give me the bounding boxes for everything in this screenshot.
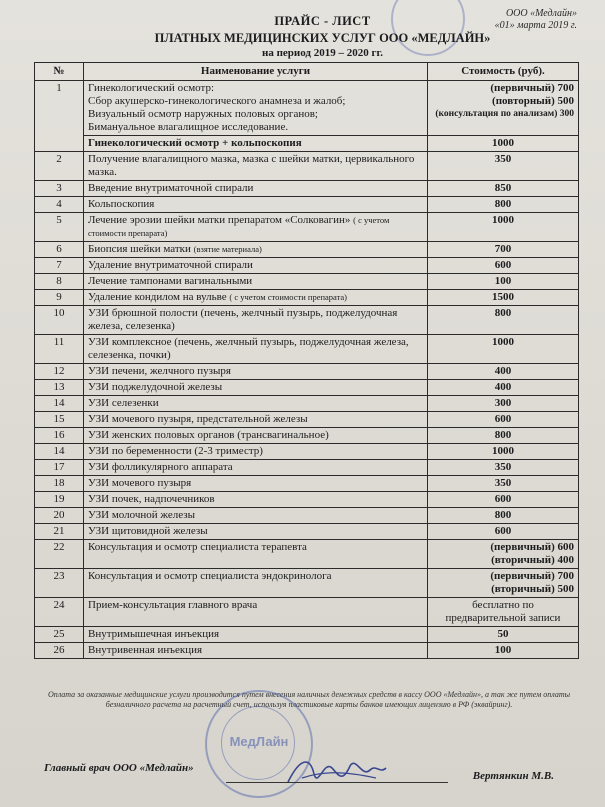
price-line: предварительной записи — [445, 612, 561, 624]
table-row — [35, 290, 579, 306]
row-name — [84, 306, 428, 335]
row-price: 1500 — [428, 290, 579, 306]
row-name-text: УЗИ поджелудочной железы — [88, 381, 223, 393]
table-header-row — [35, 63, 579, 81]
row-num: 4 — [35, 197, 84, 213]
table-row — [35, 335, 579, 364]
row-price: 700 — [428, 242, 579, 258]
row-name-text: УЗИ комплексное (печень, желчный пузырь, поджелудочная железа, селезенка, почки) — [88, 336, 409, 361]
row-num: 7 — [35, 258, 84, 274]
row-price: 800 — [428, 428, 579, 444]
header-service-name: Наименование услуги — [84, 63, 428, 81]
table-row — [35, 380, 579, 396]
row-name: Внутримышечная инъекция — [84, 627, 428, 643]
row-price — [428, 598, 579, 627]
table-row — [35, 598, 579, 627]
table-row — [35, 181, 579, 197]
row-name: Внутривенная инъекция — [84, 643, 428, 659]
row-name-note: (взятие материала) — [193, 244, 262, 254]
table-row — [35, 428, 579, 444]
row-name — [84, 81, 428, 136]
row-name — [84, 335, 428, 364]
row-name-line: Бимануальное влагалищное исследование. — [88, 121, 289, 133]
row-num: 14 — [35, 444, 84, 460]
row-name — [84, 258, 428, 274]
table-row — [35, 152, 579, 181]
row-price: 100 — [428, 274, 579, 290]
signature-name: Вертянкин М.В. — [472, 770, 554, 782]
row-name — [84, 524, 428, 540]
row-price: 600 — [428, 524, 579, 540]
table-row — [35, 306, 579, 335]
row-price: 600 — [428, 492, 579, 508]
header-num: № — [35, 63, 84, 81]
row-num: 13 — [35, 380, 84, 396]
row-name — [84, 460, 428, 476]
row-name — [84, 412, 428, 428]
row-name-text: Введение внутриматочной спирали — [88, 182, 254, 194]
table-row — [35, 396, 579, 412]
table-row — [35, 412, 579, 428]
row-num: 2 — [35, 152, 84, 181]
row-name — [84, 274, 428, 290]
row-name — [84, 242, 428, 258]
row-num: 6 — [35, 242, 84, 258]
row-name: Консультация и осмотр специалиста терапевта — [84, 540, 428, 569]
row-price: 600 — [428, 412, 579, 428]
row-name-text: Удаление внутриматочной спирали — [88, 259, 253, 271]
row-name-line: Визуальный осмотр наружных половых органов; — [88, 108, 318, 120]
row-name — [84, 396, 428, 412]
row-num: 20 — [35, 508, 84, 524]
row-num: 11 — [35, 335, 84, 364]
row-price: 350 — [428, 476, 579, 492]
table-row — [35, 643, 579, 659]
document-title: ПРАЙС - ЛИСТ — [274, 14, 371, 28]
table-row — [35, 508, 579, 524]
row-name-text: УЗИ мочевого пузыря — [88, 477, 192, 489]
row-name-text: Получение влагалищного мазка, мазка с шейки матки, цервикального мазка. — [88, 153, 415, 178]
price-line: (консультация по анализам) 300 — [435, 109, 574, 119]
row-name-line: Гинекологический осмотр: — [88, 82, 215, 94]
row-num: 16 — [35, 428, 84, 444]
row-name-text: УЗИ молочной железы — [88, 509, 196, 521]
table-row — [35, 242, 579, 258]
row-name-text: Кольпоскопия — [88, 198, 155, 210]
row-name — [84, 428, 428, 444]
row-name-text: УЗИ селезенки — [88, 397, 159, 409]
row-price: 350 — [428, 152, 579, 181]
row-price: 50 — [428, 627, 579, 643]
row-price — [428, 81, 579, 136]
row-price — [428, 540, 579, 569]
price-line: (вторичный) 400 — [491, 554, 574, 566]
row-name — [84, 492, 428, 508]
row-name — [84, 213, 428, 242]
row-num: 26 — [35, 643, 84, 659]
price-line: (первичный) 600 — [490, 541, 574, 553]
row-name — [84, 444, 428, 460]
row-name — [84, 476, 428, 492]
row-num: 1 — [35, 81, 84, 152]
row-name-text: УЗИ женских половых органов (трансвагинальное) — [88, 429, 329, 441]
signature-scribble-icon — [280, 748, 390, 798]
row-num: 10 — [35, 306, 84, 335]
row-price: 350 — [428, 460, 579, 476]
row-name-text: Лечение эрозии шейки матки препаратом «Солковагин» — [88, 214, 351, 226]
row-num: 12 — [35, 364, 84, 380]
document-period: на период 2019 – 2020 гг. — [261, 47, 383, 59]
table-row — [35, 213, 579, 242]
row-name: Консультация и осмотр специалиста эндокринолога — [84, 569, 428, 598]
row-name-text: УЗИ по беременности (2-3 триместр) — [88, 445, 263, 457]
table-row — [35, 258, 579, 274]
document-header — [0, 14, 605, 59]
row-name — [84, 152, 428, 181]
row-price: 1000 — [428, 213, 579, 242]
row-price: 800 — [428, 306, 579, 335]
row-price: 1000 — [428, 335, 579, 364]
price-line: (повторный) 500 — [492, 95, 574, 107]
row-name-text: УЗИ почек, надпочечников — [88, 493, 215, 505]
row-name-text: УЗИ печени, желчного пузыря — [88, 365, 231, 377]
row-price: 400 — [428, 380, 579, 396]
row-num: 25 — [35, 627, 84, 643]
stamp-logo: МедЛайн — [229, 734, 289, 749]
row-name — [84, 290, 428, 306]
row-num: 21 — [35, 524, 84, 540]
payment-footnote: Оплата за оказанные медицинские услуги производится путем внесения наличных денежных средств в кассу ООО «Медлайн», а так же путем оплаты безналичного расчета на расчетный счет, используя пластиковые карты банков имеющих лицензию в РФ (эквайринг). — [47, 690, 571, 709]
table-row — [35, 569, 579, 598]
price-line: (первичный) 700 — [490, 570, 574, 582]
table-row — [35, 81, 579, 136]
row-price: 400 — [428, 364, 579, 380]
table-row — [35, 524, 579, 540]
row-price: 850 — [428, 181, 579, 197]
row-num: 8 — [35, 274, 84, 290]
row-price: 1000 — [428, 444, 579, 460]
price-line: (первичный) 700 — [490, 82, 574, 94]
row-num: 22 — [35, 540, 84, 569]
row-name: Прием-консультация главного врача — [84, 598, 428, 627]
row-num: 24 — [35, 598, 84, 627]
approval-org: ООО «Медлайн» — [505, 8, 577, 19]
row-price: 1000 — [428, 136, 579, 152]
row-name-note: ( с учетом стоимости препарата) — [88, 215, 390, 238]
row-name: Гинекологический осмотр + кольпоскопия — [84, 136, 428, 152]
table-row — [35, 197, 579, 213]
row-price: 800 — [428, 508, 579, 524]
row-name — [84, 197, 428, 213]
row-name-text: УЗИ брюшной полости (печень, желчный пузырь, поджелудочная железа, селезенка) — [88, 307, 398, 332]
row-name-text: Удаление кондилом на вульве — [88, 291, 227, 303]
price-table — [34, 62, 579, 659]
row-num: 23 — [35, 569, 84, 598]
row-price: 100 — [428, 643, 579, 659]
row-price — [428, 569, 579, 598]
row-name-text: Биопсия шейки матки — [88, 243, 191, 255]
table-row — [35, 627, 579, 643]
row-num: 18 — [35, 476, 84, 492]
price-line: (вторичный) 500 — [491, 583, 574, 595]
table-row — [35, 492, 579, 508]
row-price: 600 — [428, 258, 579, 274]
row-num: 9 — [35, 290, 84, 306]
approval-date: «01» марта 2019 г. — [494, 20, 577, 31]
table-row — [35, 460, 579, 476]
row-name-line: Сбор акушерско-гинекологического анамнеза и жалоб; — [88, 95, 346, 107]
row-num: 3 — [35, 181, 84, 197]
table-row — [35, 476, 579, 492]
row-price: 800 — [428, 197, 579, 213]
table-row — [35, 274, 579, 290]
row-num: 5 — [35, 213, 84, 242]
row-name — [84, 508, 428, 524]
row-name-text: Лечение тампонами вагинальными — [88, 275, 253, 287]
row-price: 300 — [428, 396, 579, 412]
row-name-text: УЗИ мочевого пузыря, предстательной железы — [88, 413, 308, 425]
row-name-note: ( с учетом стоимости препарата) — [229, 292, 348, 302]
row-num: 17 — [35, 460, 84, 476]
signature-line — [226, 782, 448, 783]
row-name — [84, 181, 428, 197]
row-num: 14 — [35, 396, 84, 412]
row-name-text: УЗИ фолликулярного аппарата — [88, 461, 233, 473]
header-price: Стоимость (руб). — [428, 63, 579, 81]
table-row — [35, 540, 579, 569]
row-name-text: УЗИ щитовидной железы — [88, 525, 208, 537]
row-num: 19 — [35, 492, 84, 508]
price-line: бесплатно по — [472, 599, 534, 611]
document-subtitle: ПЛАТНЫХ МЕДИЦИНСКИХ УСЛУГ ООО «МЕДЛАЙН» — [154, 31, 491, 45]
table-row — [35, 136, 579, 152]
row-num: 15 — [35, 412, 84, 428]
row-name — [84, 380, 428, 396]
table-row — [35, 364, 579, 380]
row-name — [84, 364, 428, 380]
signature-title: Главный врач ООО «Медлайн» — [44, 762, 194, 774]
table-row — [35, 444, 579, 460]
